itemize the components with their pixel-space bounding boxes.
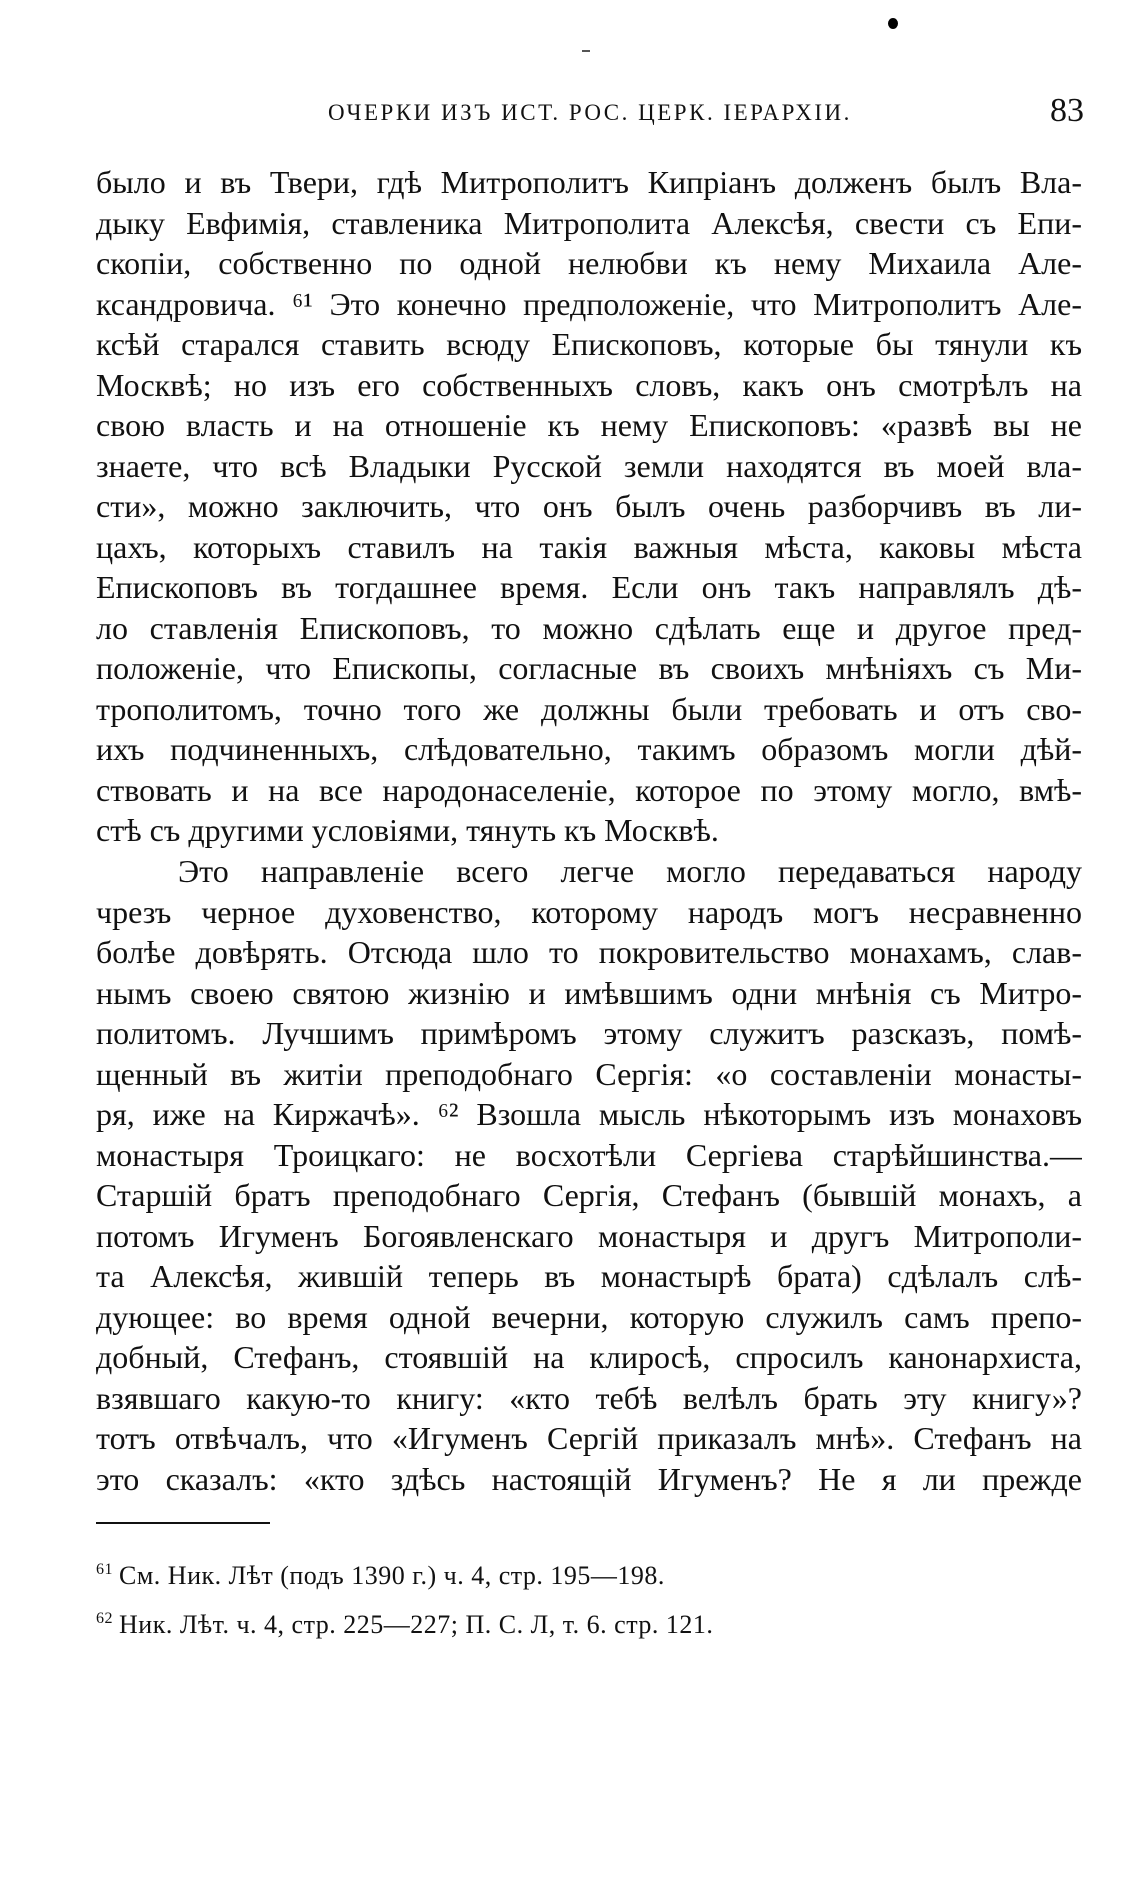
text-line: ихъ подчиненныхъ, слѣдовательно, такимъ образомъ могли дѣй- — [96, 731, 1082, 767]
text-line: свою власть и на отношеніе къ нему Епископовъ: «развѣ вы не — [96, 407, 1082, 443]
text-line: цахъ, которыхъ ставилъ на такія важныя мѣста, каковы мѣста — [96, 528, 1082, 565]
text-line: та Алексѣя, жившій теперь въ монастырѣ брата) сдѣлалъ слѣ- — [96, 1258, 1082, 1294]
ink-spot — [888, 18, 898, 29]
text-line: сти», можно заключить, что онъ былъ очень разборчивъ въ ли- — [96, 488, 1082, 524]
text-line: болѣе довѣрять. Отсюда шло то покровительство монахамъ, слав- — [96, 934, 1082, 970]
text-line: чрезъ черное духовенство, которому народъ могъ несравненно — [96, 893, 1082, 930]
footnote-text: См. Ник. Лѣт (подъ 1390 г.) ч. 4, стр. 195—198. — [119, 1561, 665, 1590]
text-line: Епископовъ въ тогдашнее время. Если онъ такъ направлялъ дѣ- — [96, 569, 1082, 605]
paragraph-2 — [96, 851, 1082, 1499]
text-line: монастыря Троицкаго: не восхотѣли Сергіева старѣйшинства.— — [96, 1136, 1082, 1173]
text-line: знаете, что всѣ Владыки Русской земли находятся въ моей вла- — [96, 447, 1082, 484]
footnote-61 — [96, 1561, 665, 1591]
paragraph-1 — [96, 162, 1082, 851]
text-line: добный, Стефанъ, стоявшій на клиросѣ, спросилъ канонархиста, — [96, 1339, 1082, 1375]
text-line: Старшій братъ преподобнаго Сергія, Стефанъ (бывшій монахъ, а — [96, 1177, 1082, 1213]
text-line: взявшаго какую-то книгу: «кто тебѣ велѣлъ брать эту книгу»? — [96, 1379, 1082, 1416]
footnote-rule — [96, 1522, 270, 1524]
text-line: дующее: во время одной вечерни, которую служилъ самъ препо- — [96, 1298, 1082, 1335]
text-line: щенный въ житіи преподобнаго Сергія: «о составленіи монасты- — [96, 1055, 1082, 1092]
text-line: Это направленіе всего легче могло передаваться народу — [178, 853, 1082, 889]
text-line: нымъ своею святою жизнію и имѣвшимъ одни мнѣнія съ Митро- — [96, 974, 1082, 1011]
text-line: ствовать и на все народонаселеніе, которое по этому могло, вмѣ- — [96, 771, 1082, 808]
text-line: ксандровича. ⁶¹ Это конечно предположеніе, что Митрополитъ Але- — [96, 285, 1082, 322]
page-number: 83 — [1050, 92, 1084, 129]
footnote-62 — [96, 1610, 713, 1640]
text-line: положеніе, что Епископы, согласные въ своихъ мнѣніяхъ съ Ми- — [96, 650, 1082, 686]
text-line: трополитомъ, точно того же должны были требовать и отъ сво- — [96, 690, 1082, 727]
text-line: скопіи, собственно по одной нелюбви къ нему Михаила Але- — [96, 245, 1082, 281]
text-line: дыку Евфимія, ставленика Митрополита Алексѣя, свести съ Епи- — [96, 204, 1082, 241]
text-line: тотъ отвѣчалъ, что «Игуменъ Сергій приказалъ мнѣ». Стефанъ на — [96, 1420, 1082, 1456]
text-line: ксѣй старался ставить всюду Епископовъ, которые бы тянули къ — [96, 326, 1082, 362]
text-line: ло ставленія Епископовъ, то можно сдѣлать еще и другое пред- — [96, 609, 1082, 646]
text-line: было и въ Твери, гдѣ Митрополитъ Кипріанъ долженъ былъ Вла- — [96, 164, 1082, 200]
print-speck — [582, 50, 590, 52]
text-line: ря, иже на Киржачѣ». ⁶² Взошла мысль нѣкоторымъ изъ монаховъ — [96, 1096, 1082, 1132]
text-line: стѣ съ другими условіями, тянуть къ Москвѣ. — [96, 812, 719, 848]
footnote-text: Ник. Лѣт. ч. 4, стр. 225—227; П. С. Л, т. 6. стр. 121. — [119, 1610, 714, 1639]
text-line: политомъ. Лучшимъ примѣромъ этому служитъ разсказъ, помѣ- — [96, 1015, 1082, 1051]
text-line: Москвѣ; но изъ его собственныхъ словъ, какъ онъ смотрѣлъ на — [96, 366, 1082, 403]
footnote-marker: 61 — [96, 1561, 113, 1578]
text-line: это сказалъ: «кто здѣсь настоящій Игуменъ? Не я ли прежде — [96, 1460, 1082, 1497]
running-title: ОЧЕРКИ ИЗЪ ИСТ. РОС. ЦЕРК. ІЕРАРХІИ. — [328, 100, 852, 125]
text-line: потомъ Игуменъ Богоявленскаго монастыря и другъ Митрополи- — [96, 1217, 1082, 1254]
footnote-marker: 62 — [96, 1610, 113, 1627]
